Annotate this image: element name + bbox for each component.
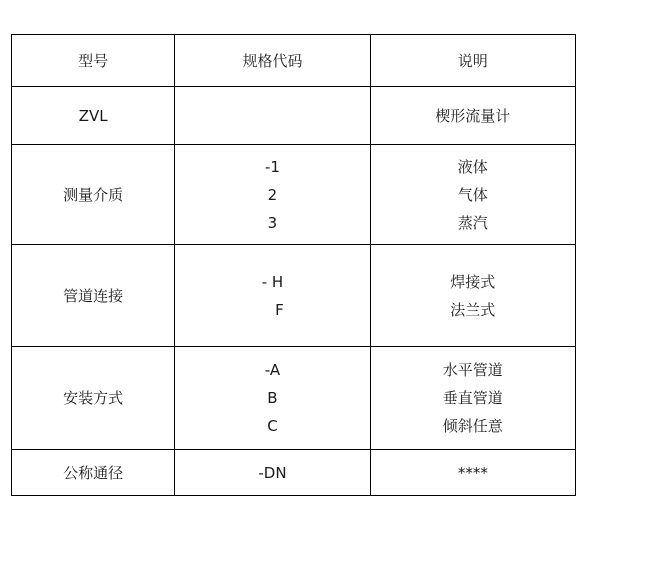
code-line: C (267, 417, 278, 435)
cell-code (175, 245, 370, 347)
description-line: 焊接式 (450, 272, 496, 291)
code-line: B (267, 389, 278, 407)
cell-model: 安装方式 (12, 347, 175, 450)
description-line: 法兰式 (450, 300, 496, 319)
description-line: 水平管道 (442, 361, 503, 379)
description-line: 液体 (457, 157, 488, 176)
spec-table (11, 34, 576, 496)
header-description: 说明 (370, 35, 575, 87)
description-line: 倾斜任意 (442, 417, 503, 435)
code-line: 2 (267, 185, 278, 204)
code-line: 3 (267, 213, 278, 232)
cell-description (370, 87, 575, 145)
table-row (12, 145, 576, 245)
description-line: 楔形流量计 (435, 106, 511, 125)
description-line: 蒸汽 (457, 213, 488, 232)
description-line: 气体 (457, 185, 488, 204)
cell-code (175, 347, 370, 450)
cell-description (370, 347, 575, 450)
table-row (12, 87, 576, 145)
code-line: - H (261, 272, 284, 291)
header-code: 规格代码 (175, 35, 370, 87)
code-line: -DN (258, 463, 287, 482)
table-row (12, 347, 576, 450)
code-line: -1 (264, 157, 280, 176)
cell-model: 管道连接 (12, 245, 175, 347)
table-row (12, 450, 576, 496)
header-model: 型号 (12, 35, 175, 87)
cell-description (370, 450, 575, 496)
table-header-row (12, 35, 576, 87)
code-line: F (275, 300, 284, 319)
cell-model: ZVL (12, 87, 175, 145)
cell-description (370, 245, 575, 347)
cell-model: 测量介质 (12, 145, 175, 245)
cell-code (175, 87, 370, 145)
cell-description (370, 145, 575, 245)
cell-code (175, 145, 370, 245)
description-line: **** (457, 463, 488, 482)
code-line: -A (264, 361, 281, 379)
cell-model: 公称通径 (12, 450, 175, 496)
table-row (12, 245, 576, 347)
cell-code (175, 450, 370, 496)
description-line: 垂直管道 (442, 389, 503, 407)
